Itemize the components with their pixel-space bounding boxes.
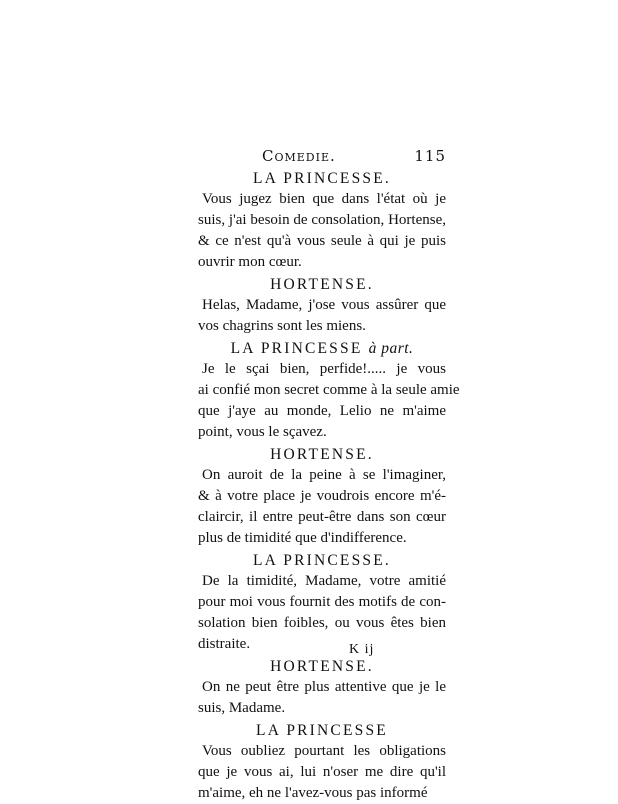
text-line: vos chagrins sont les miens. xyxy=(198,318,366,334)
stage-direction: à part. xyxy=(368,340,414,357)
speaker-name xyxy=(198,168,446,189)
speaker-name xyxy=(198,338,446,359)
speaker-label: HORTENSE. xyxy=(270,276,374,293)
text-line: Helas, Madame, j'ose vous assûrer que xyxy=(202,297,446,313)
signature-mark: K ij xyxy=(349,642,375,657)
speaker-label: LA PRINCESSE. xyxy=(253,170,391,187)
text-line: ai confié mon secret comme à la seule amie xyxy=(198,382,460,398)
speaker-name xyxy=(198,444,446,465)
text-line: pour moi vous fournit des motifs de con- xyxy=(198,594,446,610)
text-line: & à votre place je voudrois encore m'é- xyxy=(198,488,446,504)
speaker-name xyxy=(198,720,446,741)
speaker-name xyxy=(198,550,446,571)
speaker-label: LA PRINCESSE xyxy=(256,722,388,739)
text-line: De la timidité, Madame, votre amitié xyxy=(202,573,446,589)
text-line: point, vous le sçavez. xyxy=(198,424,327,440)
text-line: m'aime, eh ne l'avez-vous pas informé xyxy=(198,785,428,801)
speaker-label: HORTENSE. xyxy=(270,658,374,675)
text-line: distraite. xyxy=(198,636,251,652)
speaker-name xyxy=(198,656,446,677)
speaker-label: LA PRINCESSE. xyxy=(253,552,391,569)
text-line: solation bien foibles, ou vous êtes bien xyxy=(198,615,446,631)
text-line: suis, j'ai besoin de consolation, Hortense, xyxy=(198,212,446,228)
text-line: Vous jugez bien que dans l'état où je xyxy=(202,191,446,207)
speaker-label: HORTENSE. xyxy=(270,446,374,463)
text-line: plus de timidité que d'indifference. xyxy=(198,530,407,546)
text-line: suis, Madame. xyxy=(198,700,286,716)
text-line: ouvrir mon cœur. xyxy=(198,254,302,270)
running-header xyxy=(200,147,446,169)
text-line: Vous oubliez pourtant les obligations xyxy=(202,743,446,759)
text-line: On auroit de la peine à se l'imaginer, xyxy=(202,467,446,483)
running-title: Comedie. xyxy=(262,147,336,165)
text-line: que je vous ai, lui n'oser me dire qu'il xyxy=(198,764,446,780)
text-line: & ce n'est qu'à vous seule à qui je puis xyxy=(198,233,446,249)
text-line: claircir, il entre peut-être dans son cœur xyxy=(198,509,446,525)
text-line: On ne peut être plus attentive que je le xyxy=(202,679,446,695)
text-line: que j'aye au monde, Lelio ne m'aime xyxy=(198,403,446,419)
text-line: Je le sçai bien, perfide!..... je vous xyxy=(202,361,446,377)
page-number: 115 xyxy=(414,147,446,165)
speaker-name xyxy=(198,274,446,295)
speaker-label: LA PRINCESSE xyxy=(230,340,363,357)
